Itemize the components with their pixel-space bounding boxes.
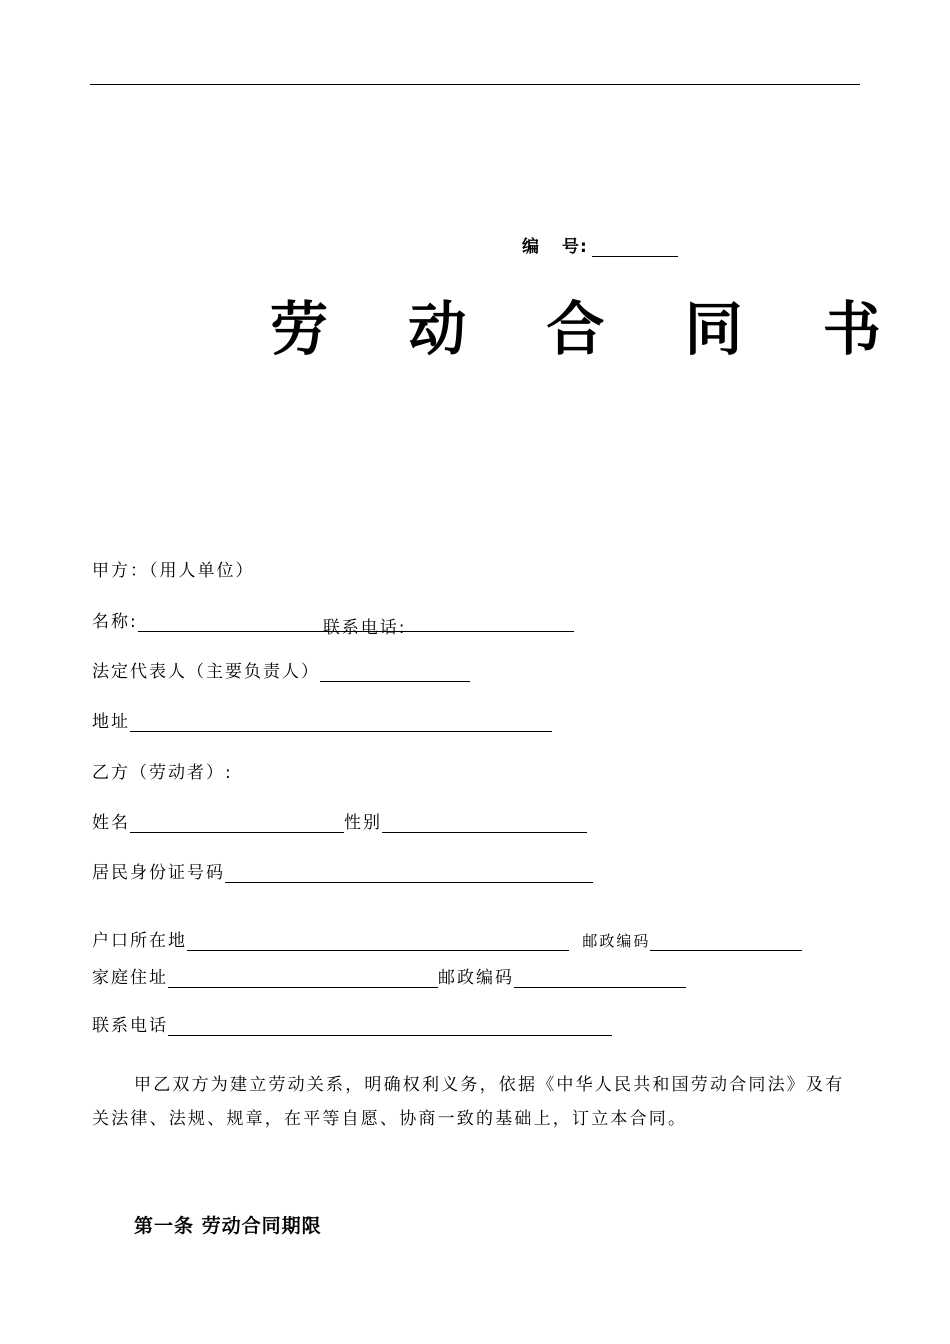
home-row xyxy=(92,963,686,988)
name-label: 名称: xyxy=(92,612,138,632)
postal-label-1: 邮政编码 xyxy=(582,932,651,950)
hukou-blank[interactable] xyxy=(187,932,569,951)
home-label: 家庭住址 xyxy=(92,968,168,988)
postal-label-2: 邮政编码 xyxy=(438,968,514,988)
party-a-phone-blank[interactable] xyxy=(322,613,574,638)
party-b-name-blank[interactable] xyxy=(130,814,344,833)
party-b-heading: 乙方（劳动者）: xyxy=(92,763,233,783)
party-a-heading: 甲方：（用人单位） xyxy=(92,561,255,581)
id-blank[interactable] xyxy=(225,864,593,883)
hukou-label: 户口所在地 xyxy=(92,931,187,951)
party-a-name-row xyxy=(92,607,574,638)
preamble-line-1: 甲乙双方为建立劳动关系，明确权利义务，依据《中华人民共和国劳动合同法》及有 xyxy=(134,1075,845,1095)
home-blank[interactable] xyxy=(168,969,438,988)
gender-blank[interactable] xyxy=(382,814,587,833)
preamble xyxy=(92,1068,862,1136)
id-row xyxy=(92,858,593,883)
party-b-phone-row xyxy=(92,1011,612,1036)
legal-rep-row xyxy=(92,657,470,682)
party-a-name-blank[interactable] xyxy=(138,613,323,632)
postal-blank-1[interactable] xyxy=(650,932,802,951)
preamble-line-2: 关法律、法规、规章，在平等自愿、协商一致的基础上，订立本合同。 xyxy=(92,1109,688,1129)
hukou-row xyxy=(92,926,802,951)
legal-rep-blank[interactable] xyxy=(320,663,470,682)
gender-label: 性别 xyxy=(344,813,382,833)
phone-label: 联系电话: xyxy=(322,618,407,638)
serial-label-1: 编 xyxy=(522,237,540,257)
party-b-phone-label: 联系电话 xyxy=(92,1016,168,1036)
address-label: 地址 xyxy=(92,712,130,732)
serial-blank[interactable] xyxy=(592,238,678,257)
serial-number xyxy=(522,232,678,257)
address-row xyxy=(92,707,552,732)
party-b-name-label: 姓名 xyxy=(92,813,130,833)
serial-label-2: 号: xyxy=(562,237,588,257)
party-b-name-row xyxy=(92,808,587,833)
section-1-heading: 第一条 劳动合同期限 xyxy=(134,1215,322,1237)
document-title: 劳 动 合 同 书 xyxy=(270,295,911,363)
id-label: 居民身份证号码 xyxy=(92,863,225,883)
postal-blank-2[interactable] xyxy=(514,969,686,988)
address-blank[interactable] xyxy=(130,713,552,732)
top-rule xyxy=(90,84,860,85)
legal-rep-label: 法定代表人（主要负责人） xyxy=(92,662,320,682)
party-b-phone-blank[interactable] xyxy=(168,1017,612,1036)
